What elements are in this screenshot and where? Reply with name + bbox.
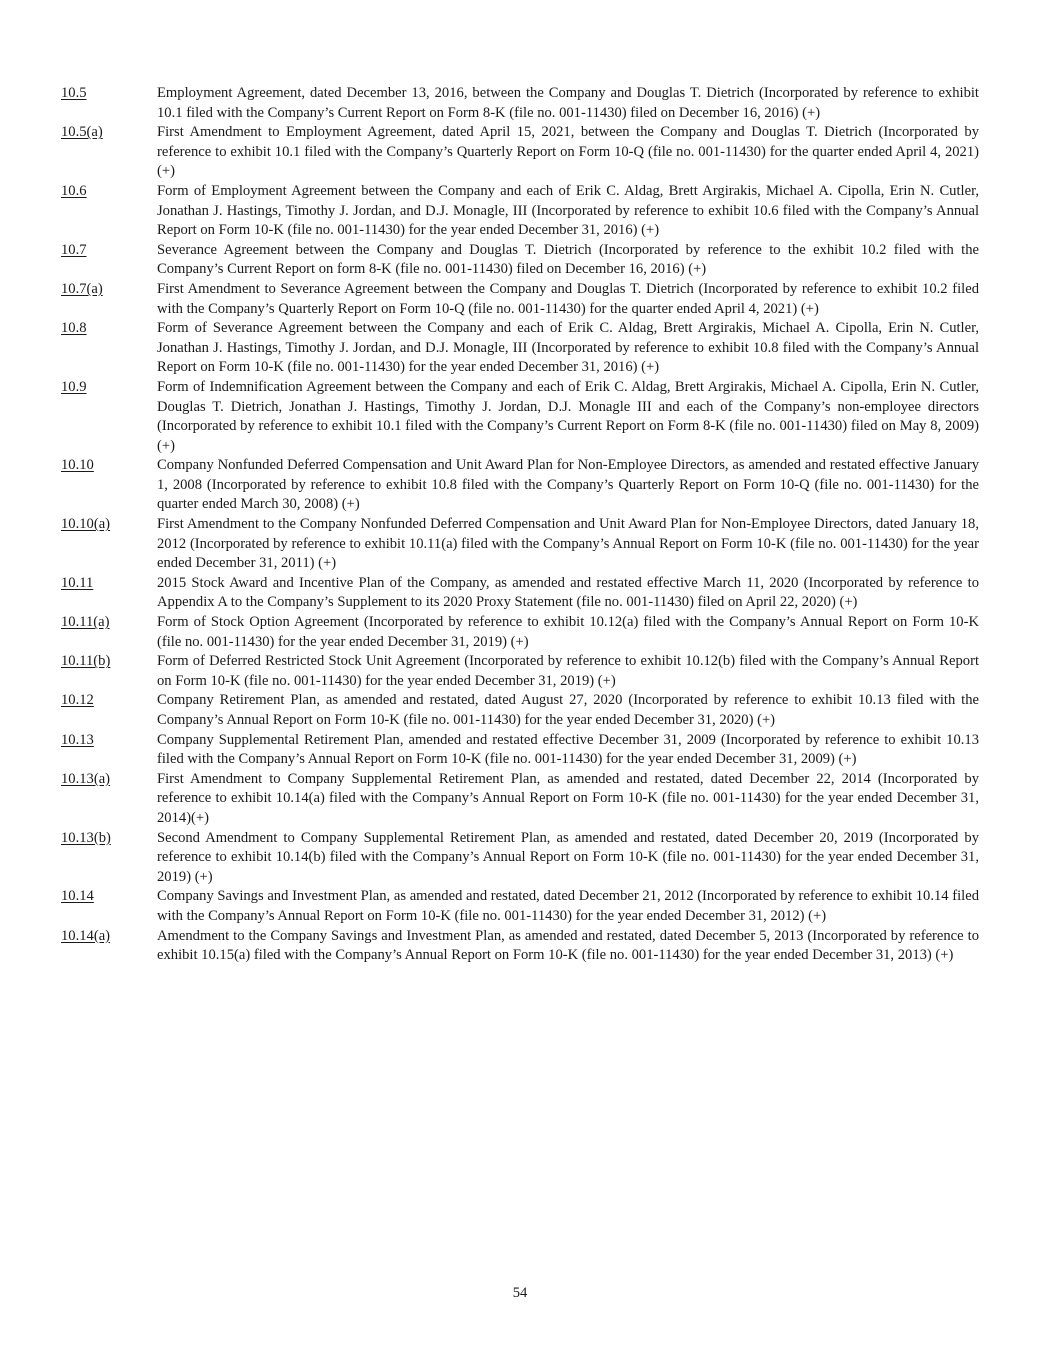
exhibit-number-link[interactable]: 10.8 [61,320,87,337]
exhibit-number-link[interactable]: 10.14(a) [61,927,111,944]
exhibit-description: Form of Employment Agreement between the Company and each of Erik C. Aldag, Brett Argirakis, Michael A. Cipolla, Erin N. Cutler, Jonathan J. Hastings, Timothy J. Jordan, and D.J. Monagle, III (Incorporated by reference to exhibit 10.6 filed with the Company’s Annual Report on Form 10-K (file no. 001-11430) for the year ended December 31, 2016) (+) [157,182,979,239]
exhibit-number-link[interactable]: 10.13 [61,731,94,748]
exhibit-row [61,652,979,691]
exhibit-row [61,319,979,378]
exhibit-row [61,691,979,730]
exhibit-number-link[interactable]: 10.6 [61,182,87,199]
exhibit-row [61,887,979,926]
exhibit-row [61,574,979,613]
exhibit-row [61,378,979,456]
exhibit-row [61,770,979,829]
exhibit-description: First Amendment to Severance Agreement between the Company and Douglas T. Dietrich (Incorporated by reference to exhibit 10.2 filed with the Company’s Quarterly Report on Form 10-Q (file no. 001-11430) for the quarter ended April 4, 2021) (+) [157,280,979,317]
page-number: 54 [512,1285,528,1301]
exhibit-number-link[interactable]: 10.7(a) [61,280,103,297]
exhibit-description: First Amendment to Company Supplemental Retirement Plan, as amended and restated, dated December 22, 2014 (Incorporated by reference to exhibit 10.14(a) filed with the Company’s Annual Report on Form 10-K (file no. 001-11430) for the year ended December 31, 2014)(+) [157,770,979,826]
exhibit-row [61,84,979,123]
exhibit-number-link[interactable]: 10.10(a) [61,516,111,533]
exhibit-description: Form of Deferred Restricted Stock Unit Agreement (Incorporated by reference to exhibit 10.12(b) filed with the Company’s Annual Report on Form 10-K (file no. 001-11430) for the year ended December 31, 2019) (+) [157,653,979,689]
exhibit-description: First Amendment to Employment Agreement, dated April 15, 2021, between the Company and Douglas T. Dietrich (Incorporated by reference to exhibit 10.1 filed with the Company’s Quarterly Report on Form 10-Q (file no. 001-11430) for the quarter ended April 4, 2021) (+) [157,124,979,180]
exhibit-description: Second Amendment to Company Supplemental Retirement Plan, as amended and restated, dated December 20, 2019 (Incorporated by reference to exhibit 10.14(b) filed with the Company’s Annual Report on Form 10-K (file no. 001-11430) for the year ended December 31, 2019) (+) [157,829,979,885]
exhibit-number-link[interactable]: 10.13(b) [61,829,111,846]
exhibit-row [61,927,979,966]
exhibit-number-link[interactable]: 10.5(a) [61,124,103,141]
exhibit-row [61,182,979,241]
exhibit-description: Severance Agreement between the Company and Douglas T. Dietrich (Incorporated by reference to the exhibit 10.2 filed with the Company’s Current Report on form 8-K (file no. 001-11430) filed on December 16, 2016) (+) [157,241,979,278]
exhibit-description: Company Supplemental Retirement Plan, amended and restated effective December 31, 2009 (Incorporated by reference to exhibit 10.13 filed with the Company’s Annual Report on Form 10-K (file no. 001-11430) for the year ended December 31, 2009) (+) [157,731,979,768]
exhibit-number-link[interactable]: 10.7 [61,241,87,258]
exhibit-number-link[interactable]: 10.14 [61,888,94,905]
exhibit-number-link[interactable]: 10.11(b) [61,653,111,670]
exhibit-description: 2015 Stock Award and Incentive Plan of the Company, as amended and restated effective March 11, 2020 (Incorporated by reference to Appendix A to the Company’s Supplement to its 2020 Proxy Statement (file no. 001-11430) filed on April 22, 2020) (+) [157,574,979,611]
exhibit-description: Company Savings and Investment Plan, as amended and restated, dated December 21, 2012 (Incorporated by reference to exhibit 10.14 filed with the Company’s Annual Report on Form 10-K (file no. 001-11430) for the year ended December 31, 2012) (+) [157,888,979,924]
exhibit-description: Form of Stock Option Agreement (Incorporated by reference to exhibit 10.12(a) filed with the Company’s Annual Report on Form 10-K (file no. 001-11430) for the year ended December 31, 2019) (+) [157,614,979,650]
exhibit-row [61,829,979,888]
exhibit-row [61,123,979,182]
exhibit-description: Employment Agreement, dated December 13, 2016, between the Company and Douglas T. Dietrich (Incorporated by reference to exhibit 10.1 filed with the Company’s Current Report on Form 8-K (file no. 001-11430) filed on December 16, 2016) (+) [157,85,979,121]
exhibit-number-link[interactable]: 10.12 [61,692,94,709]
exhibit-description: Company Retirement Plan, as amended and restated, dated August 27, 2020 (Incorporated by reference to exhibit 10.13 filed with the Company’s Annual Report on Form 10-K (file no. 001-11430) for the year ended December 31, 2020) (+) [157,692,979,728]
exhibit-description: Amendment to the Company Savings and Investment Plan, as amended and restated, dated December 5, 2013 (Incorporated by reference to exhibit 10.15(a) filed with the Company’s Annual Report on Form 10-K (file no. 001-11430) for the year ended December 31, 2013) (+) [157,927,979,964]
exhibit-row [61,241,979,280]
exhibit-description: Company Nonfunded Deferred Compensation and Unit Award Plan for Non-Employee Directors, as amended and restated effective January 1, 2008 (Incorporated by reference to exhibit 10.8 filed with the Company’s Quarterly Report on Form 10-Q (file no. 001-11430) for the quarter ended March 30, 2008) (+) [157,457,979,513]
exhibit-number-link[interactable]: 10.5 [61,85,87,101]
exhibit-description: Form of Indemnification Agreement between the Company and each of Erik C. Aldag, Brett Argirakis, Michael A. Cipolla, Erin N. Cutler, Douglas T. Dietrich, Jonathan J. Hastings, Timothy J. Jordan, D.J. Monagle III and each of the Company’s non-employee directors (Incorporated by reference to exhibit 10.1 filed with the Company’s Current Report on Form 8-K (file no. 001-11430) filed on May 8, 2009) (+) [157,378,979,454]
exhibit-number-link[interactable]: 10.10 [61,457,94,474]
exhibit-row [61,280,979,319]
exhibit-number-link[interactable]: 10.11(a) [61,614,110,631]
exhibit-row [61,613,979,652]
exhibit-index [61,84,979,966]
exhibit-number-link[interactable]: 10.13(a) [61,770,111,787]
exhibit-number-link[interactable]: 10.11 [61,574,94,591]
exhibit-row [61,731,979,770]
exhibit-description: First Amendment to the Company Nonfunded Deferred Compensation and Unit Award Plan for Non-Employee Directors, dated January 18, 2012 (Incorporated by reference to exhibit 10.11(a) filed with the Company’s Annual Report on Form 10-K (file no. 001-11430) for the year ended December 31, 2011) (+) [157,516,979,572]
exhibit-number-link[interactable]: 10.9 [61,378,87,395]
exhibit-description: Form of Severance Agreement between the Company and each of Erik C. Aldag, Brett Argirakis, Michael A. Cipolla, Erin N. Cutler, Jonathan J. Hastings, Timothy J. Jordan, and D.J. Monagle, III (Incorporated by reference to exhibit 10.8 filed with the Company’s Annual Report on Form 10-K (file no. 001-11430) for the year ended December 31, 2016) (+) [157,320,979,376]
exhibit-row [61,456,979,515]
exhibit-row [61,515,979,574]
